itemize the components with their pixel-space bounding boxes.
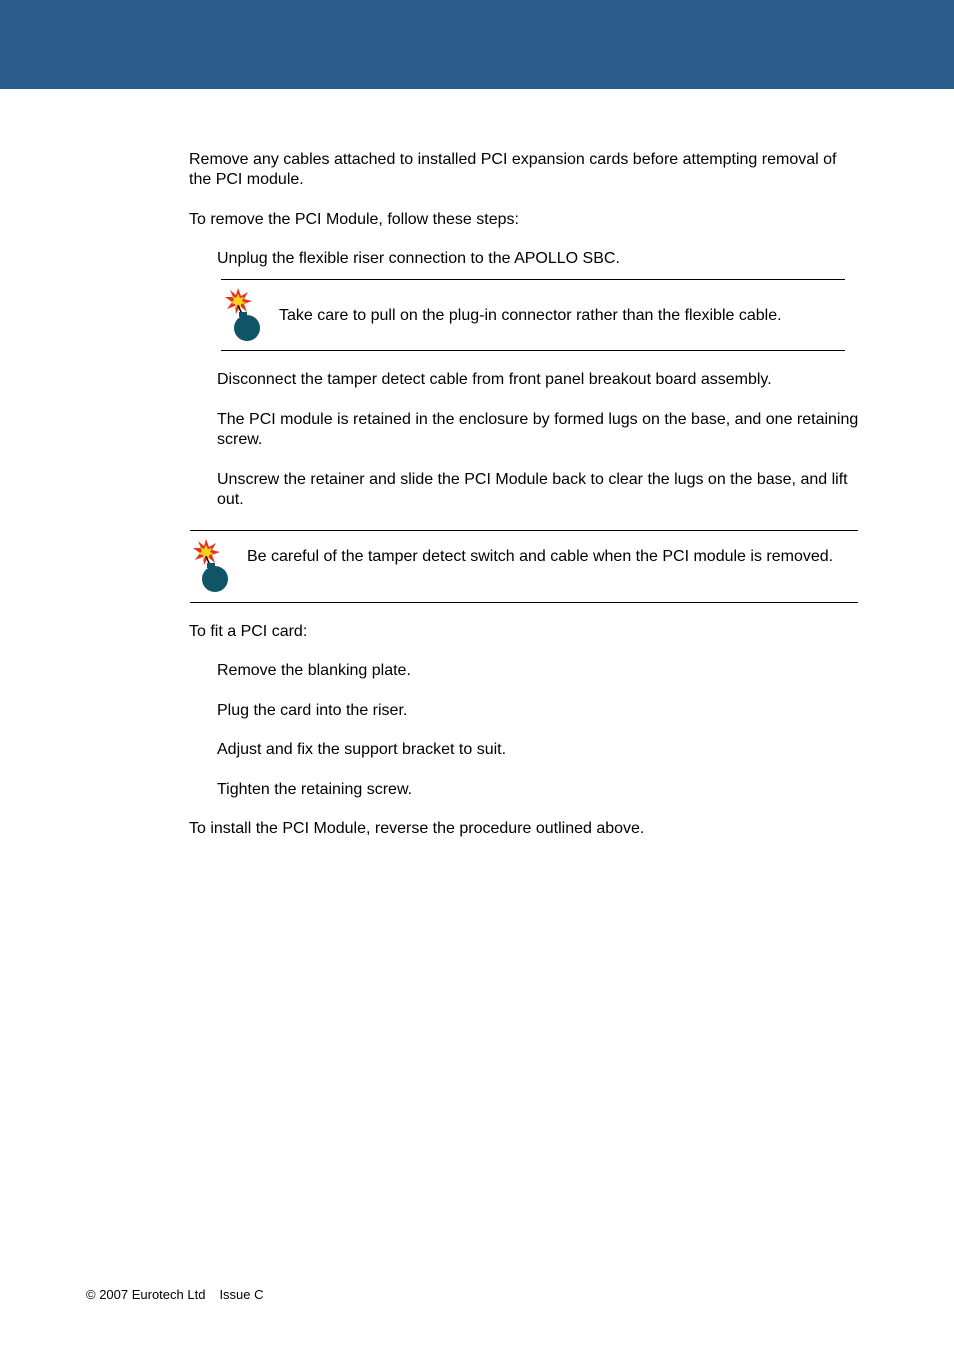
remove-step-3: The PCI module is retained in the enclosure by formed lugs on the base, and one retaining screw. — [217, 411, 859, 448]
footer-copyright: © 2007 Eurotech Ltd — [86, 1287, 206, 1302]
intro-warning-text: Remove any cables attached to installed PCI expansion cards before attempting removal of the PCI module. — [189, 151, 837, 188]
remove-heading: To remove the PCI Module, follow these steps: — [189, 211, 519, 228]
fit-card-heading: To fit a PCI card: — [189, 623, 308, 640]
caution-top-rule — [190, 530, 858, 531]
fit-card-step: Remove the blanking plate. — [217, 662, 411, 679]
caution-text: Be careful of the tamper detect switch and cable when the PCI module is removed. — [247, 548, 834, 565]
page-footer — [86, 1286, 264, 1304]
footer-issue: Issue C — [219, 1287, 264, 1302]
fit-card-step: Plug the card into the riser. — [217, 702, 408, 719]
note-bottom-rule — [221, 350, 845, 351]
caution-bottom-rule — [190, 602, 858, 603]
bomb-icon — [192, 539, 232, 593]
remove-step-4: Unscrew the retainer and slide the PCI Module back to clear the lugs on the base, and lift out. — [217, 471, 848, 508]
fit-card-step: Adjust and fix the support bracket to suit. — [217, 741, 507, 758]
bomb-icon — [224, 288, 264, 342]
fit-card-step: Tighten the retaining screw. — [217, 781, 413, 798]
note-text: Take care to pull on the plug-in connector rather than the flexible cable. — [279, 307, 782, 324]
note-top-rule — [221, 279, 845, 280]
install-note: To install the PCI Module, reverse the procedure outlined above. — [189, 820, 645, 837]
header-band — [0, 0, 954, 89]
remove-step-2: Disconnect the tamper detect cable from front panel breakout board assembly. — [217, 371, 772, 388]
remove-step-1: Unplug the flexible riser connection to the APOLLO SBC. — [217, 250, 620, 267]
